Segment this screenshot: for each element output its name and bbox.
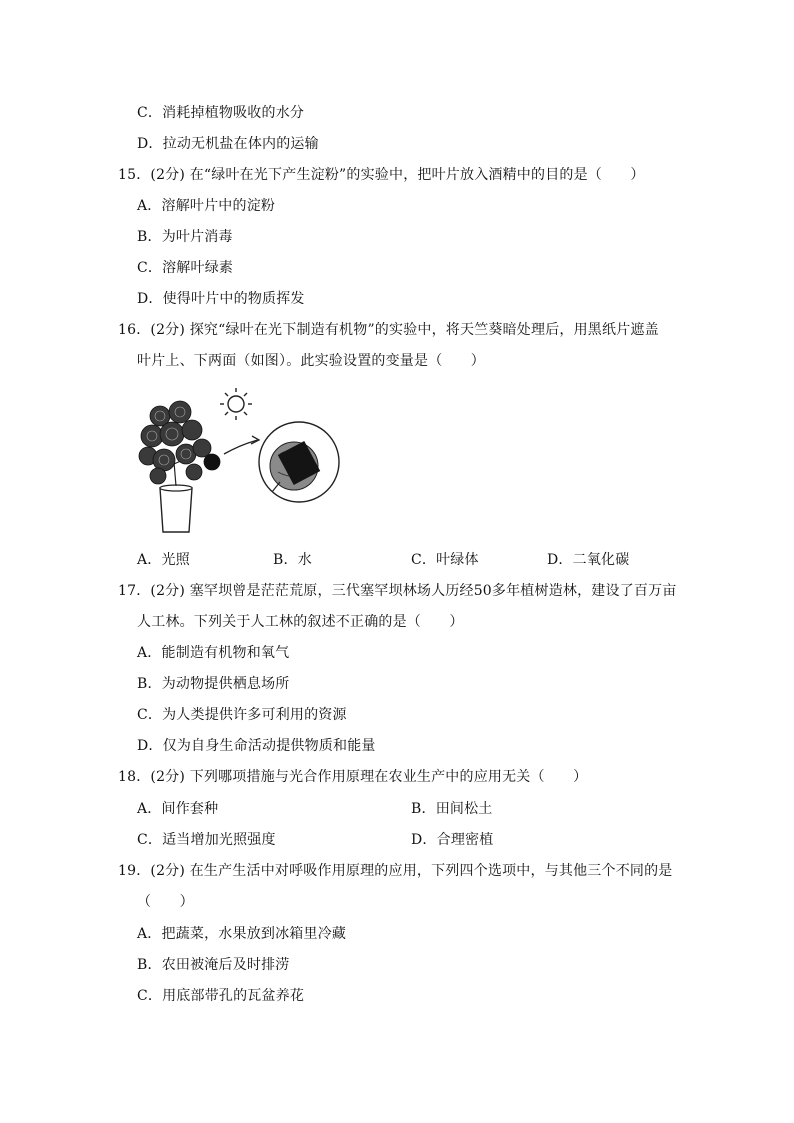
- q17-option-a: A．能制造有机物和氧气: [137, 645, 290, 661]
- q15-option-a: A．溶解叶片中的淀粉: [137, 198, 276, 214]
- q17-stem-line1: 17．(2分) 塞罕坝曾是茫茫荒原，三代塞罕坝林场人历经50多年植树造林，建设了百万亩: [118, 583, 677, 599]
- sun-icon: [220, 388, 252, 420]
- q16-stem-line2: 叶片上、下两面（如图）。此实验设置的变量是（ ）: [137, 353, 485, 369]
- arrow-icon: [224, 436, 259, 454]
- q15-stem: 15．(2分) 在“绿叶在光下产生淀粉”的实验中，把叶片放入酒精中的目的是（ ）: [118, 167, 645, 183]
- q18-option-c: C．适当增加光照强度: [137, 832, 276, 848]
- q18-option-d: D．合理密植: [411, 832, 494, 848]
- q19-stem-line2: （ ）: [137, 894, 194, 910]
- q17-option-b: B．为动物提供栖息场所: [137, 676, 290, 692]
- q17-option-d: D．仅为自身生命活动提供物质和能量: [137, 738, 376, 754]
- q19-option-a: A．把蔬菜，水果放到冰箱里冷藏: [137, 926, 347, 942]
- flower-pot: [160, 485, 192, 532]
- q17-stem-line2: 人工林。下列关于人工林的叙述不正确的是（ ）: [137, 614, 464, 630]
- q16-option-b: B．水: [273, 552, 312, 568]
- q16-option-a: A．光照: [137, 552, 190, 568]
- q18-option-b: B．田间松土: [411, 801, 493, 817]
- q16-stem-line1: 16．(2分) 探究“绿叶在光下制造有机物”的实验中，将天竺葵暗处理后，用黑纸片遮盖: [118, 322, 659, 338]
- q19-option-b: B．农田被淹后及时排涝: [137, 957, 290, 973]
- q16-option-c: C．叶绿体: [411, 552, 479, 568]
- q14-option-c: C．消耗掉植物吸收的水分: [137, 105, 305, 121]
- q15-option-b: B．为叶片消毒: [137, 229, 233, 245]
- q18-stem: 18．(2分) 下列哪项措施与光合作用原理在农业生产中的应用无关（ ）: [118, 769, 588, 785]
- q18-option-a: A．间作套种: [137, 801, 219, 817]
- q14-option-d: D．拉动无机盐在体内的运输: [137, 136, 319, 152]
- q15-option-c: C．溶解叶绿素: [137, 260, 234, 276]
- q19-stem-line1: 19．(2分) 在生产生活中对呼吸作用原理的应用，下列四个选项中，与其他三个不同的是: [118, 863, 673, 879]
- geranium-experiment-figure: [134, 382, 344, 537]
- q16-option-d: D．二氧化碳: [547, 552, 630, 568]
- magnified-leaf: [259, 422, 339, 502]
- q15-option-d: D．使得叶片中的物质挥发: [137, 291, 305, 307]
- geranium-plant: [139, 401, 220, 486]
- q17-option-c: C．为人类提供许多可利用的资源: [137, 707, 347, 723]
- q19-option-c: C．用底部带孔的瓦盆养花: [137, 988, 305, 1004]
